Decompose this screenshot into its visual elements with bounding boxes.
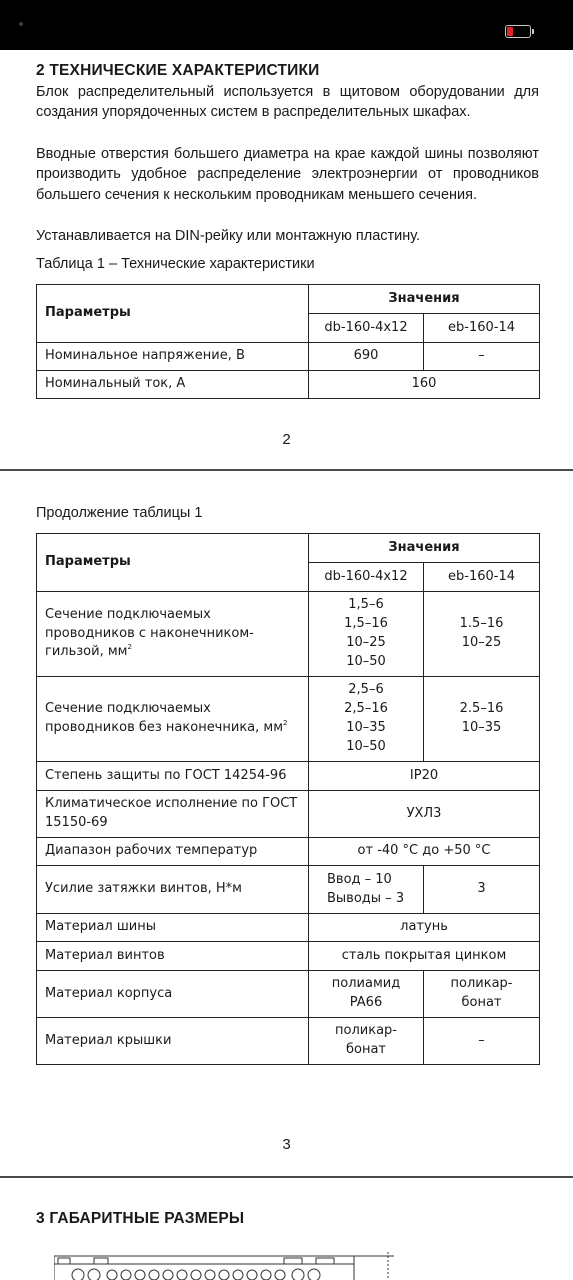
header-col-db: db-160-4x12	[309, 314, 424, 343]
unit-exponent: 2	[127, 643, 132, 652]
row-torque-db	[309, 866, 424, 914]
row-temperature-value: от -40 °С до +50 °С	[309, 838, 540, 866]
row-screw-material-value: сталь покрытая цинком	[309, 942, 540, 971]
value-line: 10–50	[346, 738, 386, 754]
row-bus-material-param: Материал шины	[37, 914, 309, 942]
row-protection-value: IP20	[309, 762, 540, 791]
header-params: Параметры	[37, 285, 309, 343]
row-current-value: 160	[309, 371, 540, 399]
header-values: Значения	[309, 534, 540, 563]
value-line: Выводы – 3	[327, 890, 405, 906]
page-divider	[0, 469, 573, 471]
page-number-2: 2	[282, 431, 291, 448]
spec-table-1	[36, 284, 540, 399]
camera-dot	[19, 22, 23, 26]
value-line: бонат	[345, 1042, 386, 1057]
continuation-caption: Продолжение таблицы 1	[36, 505, 203, 521]
value-line: полиамид	[331, 976, 401, 992]
row-voltage-eb: –	[424, 343, 540, 371]
value-line: 1.5–16	[459, 616, 504, 632]
row-section-ferrule-eb	[424, 592, 540, 677]
header-col-eb: eb-160-14	[424, 563, 540, 592]
value-line: 10–25	[461, 635, 502, 650]
paragraph-3: Устанавливается на DIN-рейку или монтажную пластину.	[36, 228, 421, 244]
value-line: 1,5–16	[344, 616, 388, 632]
row-temperature-param: Диапазон рабочих температур	[37, 838, 309, 866]
value-line: поликар-	[335, 1023, 397, 1039]
battery-level	[507, 27, 513, 36]
value-line: 10–35	[461, 720, 502, 735]
row-torque-param: Усилие затяжки винтов, Н*м	[37, 866, 309, 914]
row-protection-param: Степень защиты по ГОСТ 14254-96	[37, 762, 309, 791]
row-screw-material-param: Материал винтов	[37, 942, 309, 971]
row-cover-material-param: Материал крышки	[37, 1018, 309, 1065]
row-section-bare-eb	[424, 677, 540, 762]
row-torque-eb: 3	[424, 866, 540, 914]
header-col-db: db-160-4x12	[309, 563, 424, 592]
status-bar	[0, 0, 573, 50]
row-housing-material-eb	[424, 971, 540, 1018]
header-values: Значения	[309, 285, 540, 314]
section-2-title: 2 ТЕХНИЧЕСКИЕ ХАРАКТЕРИСТИКИ	[36, 62, 320, 79]
row-climate-param: Климатическое исполнение по ГОСТ 15150-69	[37, 791, 309, 838]
row-housing-material-param: Материал корпуса	[37, 971, 309, 1018]
row-section-ferrule-label: Сечение подключаемых проводников с наконечником-гильзой, мм	[45, 606, 254, 660]
row-housing-material-db	[309, 971, 424, 1018]
battery-icon	[505, 25, 531, 38]
row-bus-material-value: латунь	[309, 914, 540, 942]
row-section-bare-label: Сечение подключаемых проводников без наконечника, мм	[45, 701, 284, 735]
header-col-eb: eb-160-14	[424, 314, 540, 343]
row-current-param: Номинальный ток, А	[37, 371, 309, 399]
row-section-bare-db	[309, 677, 424, 762]
dimension-drawing	[54, 1252, 414, 1280]
value-line: поликар-	[450, 976, 513, 992]
value-line: 10–50	[346, 653, 386, 669]
row-cover-material-db	[309, 1018, 424, 1065]
row-climate-value: УХЛ3	[309, 791, 540, 838]
value-line: PA66	[349, 995, 383, 1010]
value-line: 10–25	[346, 635, 386, 650]
row-section-ferrule-db	[309, 592, 424, 677]
row-cover-material-eb: –	[424, 1018, 540, 1065]
page-number-3: 3	[282, 1136, 291, 1153]
value-line: Ввод – 10	[327, 871, 392, 887]
header-params: Параметры	[37, 534, 309, 592]
section-3-title: 3 ГАБАРИТНЫЕ РАЗМЕРЫ	[36, 1210, 245, 1227]
value-line: 1,5–6	[348, 597, 384, 613]
row-section-bare-param	[37, 677, 309, 762]
value-line: 2,5–6	[348, 682, 384, 698]
spec-table-1-continued	[36, 533, 540, 1065]
value-line: бонат	[461, 995, 502, 1010]
battery-tip	[532, 29, 534, 34]
paragraph-1: Блок распределительный используется в щитовом оборудовании для создания упорядоченных систем в распределительных шкафах.	[36, 84, 539, 121]
row-section-ferrule-param	[37, 592, 309, 677]
table-1-caption: Таблица 1 – Технические характеристики	[36, 256, 315, 272]
row-voltage-param: Номинальное напряжение, В	[37, 343, 309, 371]
value-line: 10–35	[346, 720, 386, 735]
paragraph-2: Вводные отверстия большего диаметра на крае каждой шины позволяют производить удобное распределение электроэнергии от проводников большего сечения к нескольким проводникам меньшего сечения.	[36, 146, 539, 203]
value-line: 2.5–16	[459, 701, 504, 717]
row-voltage-db: 690	[309, 343, 424, 371]
page-divider	[0, 1176, 573, 1178]
value-line: 2,5–16	[344, 701, 388, 717]
unit-exponent: 2	[283, 719, 288, 727]
